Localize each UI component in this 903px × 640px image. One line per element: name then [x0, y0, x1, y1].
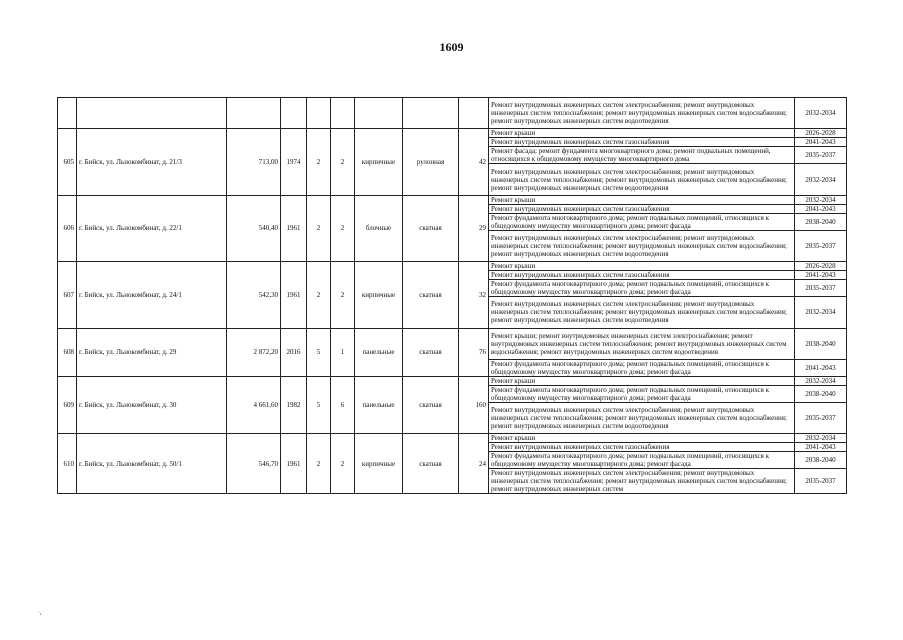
build-year: 1961	[281, 262, 307, 328]
entrances-count: 2	[331, 129, 355, 195]
apartments-count: 32	[459, 262, 489, 328]
row-number: 609	[58, 376, 77, 433]
table-body	[58, 98, 847, 494]
row-number: 608	[58, 328, 77, 376]
work-description: Ремонт фундамента многоквартирного дома; ремонт подвальных помещений, относящихся к общедомовому имуществу многоквартирного дома; ремонт фасада	[489, 452, 795, 469]
building-address: г. Бийск, ул. Льнокомбинат, д. 29	[77, 328, 227, 376]
apartments-count: 24	[459, 434, 489, 494]
apartments-count: 29	[459, 195, 489, 261]
apartments-count: 160	[459, 376, 489, 433]
floors-count: 5	[307, 376, 331, 433]
work-period: 2035-2037	[795, 230, 847, 261]
build-year: 2016	[281, 328, 307, 376]
work-description: Ремонт внутридомовых инженерных систем электроснабжения; ремонт внутридомовых инженерных систем теплоснабжения; ремонт внутридомовых инженерных систем водоснабжения; ремонт внутридомовых инженерных систем водоотведения	[489, 402, 795, 433]
work-period: 2041-2043	[795, 204, 847, 213]
empty-cell	[355, 98, 403, 129]
work-description: Ремонт внутридомовых инженерных систем газоснабжения	[489, 204, 795, 213]
work-period: 2041-2043	[795, 359, 847, 376]
page-number: 1609	[439, 40, 464, 54]
wall-material: кирпичные	[355, 262, 403, 328]
work-description: Ремонт крыши; ремонт внутридомовых инженерных систем электроснабжения; ремонт внутридомовых инженерных систем теплоснабжения; ремонт внутридомовых инженерных систем водоснабжения; ремонт внутридомовых инженерных систем водоотведения	[489, 328, 795, 359]
total-area: 542,30	[227, 262, 281, 328]
work-period: 2038-2040	[795, 452, 847, 469]
empty-cell	[58, 98, 77, 129]
work-description: Ремонт внутридомовых инженерных систем электроснабжения; ремонт внутридомовых инженерных систем теплоснабжения; ремонт внутридомовых инженерных систем водоснабжения; ремонт внутридомовых инженерных систем водоотведения	[489, 164, 795, 195]
work-period: 2038-2040	[795, 328, 847, 359]
work-description: Ремонт крыши	[489, 129, 795, 138]
row-number: 610	[58, 434, 77, 494]
wall-material: кирпичные	[355, 434, 403, 494]
work-period: 2035-2037	[795, 469, 847, 494]
floors-count: 5	[307, 328, 331, 376]
work-description: Ремонт внутридомовых инженерных систем электроснабжения; ремонт внутридомовых инженерных систем теплоснабжения; ремонт внутридомовых инженерных систем водоснабжения; ремонт внутридомовых инженерных систем водоотведения	[489, 230, 795, 261]
total-area: 713,00	[227, 129, 281, 195]
table-row	[58, 434, 847, 443]
floors-count: 2	[307, 262, 331, 328]
row-number: 606	[58, 195, 77, 261]
empty-cell	[77, 98, 227, 129]
table-row	[58, 262, 847, 271]
total-area: 4 661,60	[227, 376, 281, 433]
entrances-count: 2	[331, 262, 355, 328]
total-area: 2 872,20	[227, 328, 281, 376]
entrances-count: 1	[331, 328, 355, 376]
apartments-count: 42	[459, 129, 489, 195]
total-area: 540,40	[227, 195, 281, 261]
building-address: г. Бийск, ул. Льнокомбинат, д. 24/1	[77, 262, 227, 328]
build-year: 1982	[281, 376, 307, 433]
work-period: 2032-2034	[795, 297, 847, 328]
empty-cell	[459, 98, 489, 129]
work-period: 2038-2040	[795, 213, 847, 230]
floors-count: 2	[307, 434, 331, 494]
building-address: г. Бийск, ул. Льнокомбинат, д. 50/1	[77, 434, 227, 494]
work-description: Ремонт внутридомовых инженерных систем электроснабжения; ремонт внутридомовых инженерных систем теплоснабжения; ремонт внутридомовых инженерных систем водоснабжения; ремонт внутридомовых инженерных систем водоотведения	[489, 297, 795, 328]
empty-cell	[331, 98, 355, 129]
empty-cell	[403, 98, 459, 129]
work-description: Ремонт фундамента многоквартирного дома; ремонт подвальных помещений, относящихся к общедомовому имуществу многоквартирного дома; ремонт фасада	[489, 280, 795, 297]
entrances-count: 2	[331, 195, 355, 261]
table-row	[58, 328, 847, 359]
wall-material: кирпичные	[355, 129, 403, 195]
empty-cell	[281, 98, 307, 129]
table-row	[58, 129, 847, 138]
work-period: 2035-2037	[795, 402, 847, 433]
work-description: Ремонт крыши	[489, 262, 795, 271]
work-period: 2041-2043	[795, 443, 847, 452]
work-description: Ремонт крыши	[489, 195, 795, 204]
work-description: Ремонт внутридомовых инженерных систем газоснабжения	[489, 271, 795, 280]
building-address: г. Бийск, ул. Льнокомбинат, д. 22/1	[77, 195, 227, 261]
work-period: 2035-2037	[795, 147, 847, 164]
work-description: Ремонт внутридомовых инженерных систем газоснабжения	[489, 138, 795, 147]
roof-type: скатная	[403, 328, 459, 376]
work-description: Ремонт внутридомовых инженерных систем электроснабжения; ремонт внутридомовых инженерных систем теплоснабжения; ремонт внутридомовых инженерных систем водоснабжения; ремонт внутридомовых инженерных систем водоотведения	[489, 98, 795, 129]
work-description: Ремонт фасада; ремонт фундамента многоквартирного дома; ремонт подвальных помещений, относящихся к общедомовому имуществу многоквартирного дома	[489, 147, 795, 164]
wall-material: блочные	[355, 195, 403, 261]
empty-cell	[227, 98, 281, 129]
work-period: 2026-2028	[795, 262, 847, 271]
entrances-count: 6	[331, 376, 355, 433]
work-description: Ремонт фундамента многоквартирного дома; ремонт подвальных помещений, относящихся к общедомовому имуществу многоквартирного дома; ремонт фасада	[489, 213, 795, 230]
table-row	[58, 195, 847, 204]
build-year: 1974	[281, 129, 307, 195]
work-description: Ремонт фундамента многоквартирного дома; ремонт подвальных помещений, относящихся к общедомовому имуществу многоквартирного дома; ремонт фасада	[489, 359, 795, 376]
building-address: г. Бийск, ул. Льнокомбинат, д. 30	[77, 376, 227, 433]
table-row	[58, 376, 847, 385]
work-period: 2032-2034	[795, 164, 847, 195]
total-area: 546,70	[227, 434, 281, 494]
row-number: 605	[58, 129, 77, 195]
roof-type: скатная	[403, 195, 459, 261]
empty-cell	[307, 98, 331, 129]
scan-mark: ·,	[38, 610, 42, 616]
roof-type: скатная	[403, 376, 459, 433]
work-period: 2026-2028	[795, 129, 847, 138]
work-period: 2038-2040	[795, 385, 847, 402]
roof-type: скатная	[403, 434, 459, 494]
work-period: 2032-2034	[795, 98, 847, 129]
wall-material: панельные	[355, 328, 403, 376]
work-period: 2035-2037	[795, 280, 847, 297]
table-row-continuation	[58, 98, 847, 129]
apartments-count: 76	[459, 328, 489, 376]
floors-count: 2	[307, 129, 331, 195]
roof-type: рулонная	[403, 129, 459, 195]
work-description: Ремонт внутридомовых инженерных систем газоснабжения	[489, 443, 795, 452]
roof-type: скатная	[403, 262, 459, 328]
building-address: г. Бийск, ул. Льнокомбинат, д. 21/3	[77, 129, 227, 195]
work-period: 2032-2034	[795, 376, 847, 385]
work-period: 2032-2034	[795, 434, 847, 443]
floors-count: 2	[307, 195, 331, 261]
work-period: 2032-2034	[795, 195, 847, 204]
work-description: Ремонт крыши	[489, 434, 795, 443]
entrances-count: 2	[331, 434, 355, 494]
work-description: Ремонт фундамента многоквартирного дома; ремонт подвальных помещений, относящихся к общедомовому имуществу многоквартирного дома; ремонт фасада	[489, 385, 795, 402]
work-description: Ремонт крыши	[489, 376, 795, 385]
build-year: 1961	[281, 434, 307, 494]
repair-program-table	[57, 97, 847, 494]
build-year: 1961	[281, 195, 307, 261]
work-description: Ремонт внутридомовых инженерных систем электроснабжения; ремонт внутридомовых инженерных систем теплоснабжения; ремонт внутридомовых инженерных систем водоснабжения; ремонт внутридомовых инженерных систем	[489, 469, 795, 494]
work-period: 2041-2043	[795, 271, 847, 280]
work-period: 2041-2043	[795, 138, 847, 147]
row-number: 607	[58, 262, 77, 328]
wall-material: панельные	[355, 376, 403, 433]
